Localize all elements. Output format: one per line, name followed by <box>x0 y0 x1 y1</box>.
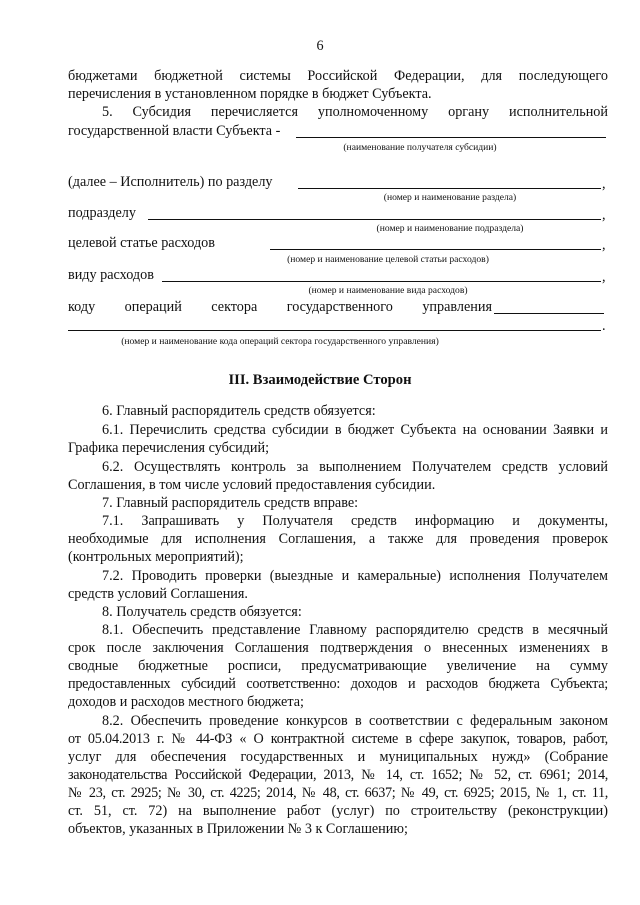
text-line: 7.1. Запрашивать у Получателя средств информацию и документы, <box>102 513 608 529</box>
text-line: бюджетами бюджетной системы Российской Федерации, для последующего <box>68 68 608 84</box>
text-line: от 05.04.2013 г. № 44-ФЗ « О контрактной системе в сфере закупок, товаров, работ, <box>68 731 608 747</box>
text-line: законодательства Российской Федерации, 2013, № 14, ст. 1652; № 52, ст. 6961; 2014, <box>68 767 608 783</box>
comma: , <box>602 207 606 223</box>
fill-in-line-target <box>270 249 601 250</box>
text-line: 6. Главный распорядитель средств обязуется: <box>102 403 376 419</box>
fill-in-line-code <box>494 313 604 314</box>
text-line: № 23, ст. 2925; № 30, ст. 4225; 2014, № 48, ст. 6637; № 49, ст. 6925; 2015, № 1, ст. 11, <box>68 785 608 801</box>
text-line: 6.1. Перечислить средства субсидии в бюджет Субъекта на основании Заявки и <box>102 422 608 438</box>
text-line: необходимые для исполнения Соглашения, а также для проведения проверок <box>68 531 608 547</box>
label-target: целевой статье расходов <box>68 235 215 251</box>
text-line: Соглашения, в том числе условий предоставления субсидии. <box>68 477 436 493</box>
text-line: перечисления в установленном порядке в бюджет Субъекта. <box>68 86 432 102</box>
label-section: (далее – Исполнитель) по разделу <box>68 174 273 190</box>
label-subsection: подразделу <box>68 205 136 221</box>
text-line: 7.2. Проводить проверки (выездные и камеральные) исполнения Получателем <box>102 568 608 584</box>
caption-section: (номер и наименование раздела) <box>383 192 517 203</box>
text-line: 5. Субсидия перечисляется уполномоченному органу исполнительной <box>102 104 608 120</box>
period: . <box>602 318 606 334</box>
text-line: срок после заключения Соглашения подтверждения о внесенных изменениях в <box>68 640 608 656</box>
caption-target: (номер и наименование целевой статьи расходов) <box>287 254 489 265</box>
comma: , <box>602 269 606 285</box>
comma: , <box>602 237 606 253</box>
text-line: предоставленных субсидий соответственно: доходов и расходов бюджета Субъекта; <box>68 676 608 692</box>
text-line: ст. 51, ст. 72) на выполнение работ (услуг) по строительству (реконструкции) <box>68 803 608 819</box>
fill-in-line-kind <box>162 281 601 282</box>
page-number: 6 <box>316 38 324 54</box>
caption-kind: (номер и наименование вида расходов) <box>308 285 468 296</box>
text-line: 8.2. Обеспечить проведение конкурсов в соответствии с федеральным законом <box>102 713 608 729</box>
text-line: доходов и расходов местного бюджета; <box>68 694 304 710</box>
fill-in-line-section <box>298 188 601 189</box>
text-line: 8.1. Обеспечить представление Главному распорядителю средств в месячный <box>102 622 608 638</box>
fill-in-line-code-2 <box>68 330 601 331</box>
text-line: Графика перечисления субсидий; <box>68 440 270 456</box>
text-line: услуг для обеспечения государственных и муниципальных нужд» (Собрание <box>68 749 608 765</box>
caption-recipient: (наименование получателя субсидии) <box>343 142 497 153</box>
text-line: государственной власти Субъекта - <box>68 123 281 139</box>
text-line: объектов, указанных в Приложении № 3 к Соглашению; <box>68 821 408 837</box>
label-kind: виду расходов <box>68 267 154 283</box>
fill-in-line-recipient <box>296 137 606 138</box>
text-line: (контрольных мероприятий); <box>68 549 244 565</box>
text-line: сводные бюджетные росписи, предусматривающие увеличение на сумму <box>68 658 608 674</box>
text-line: средств условий Соглашения. <box>68 586 248 602</box>
text-line: 7. Главный распорядитель средств вправе: <box>102 495 359 511</box>
label-code: коду операций сектора государственного управления <box>68 299 492 315</box>
caption-code: (номер и наименование кода операций сектора государственного управления) <box>121 336 439 347</box>
fill-in-line-subsection <box>148 219 601 220</box>
text-line: 8. Получатель средств обязуется: <box>102 604 302 620</box>
comma: , <box>602 176 606 192</box>
text-line: 6.2. Осуществлять контроль за выполнением Получателем средств условий <box>102 459 608 475</box>
section-title: III. Взаимодействие Сторон <box>228 372 412 388</box>
caption-subsection: (номер и наименование подраздела) <box>376 223 524 234</box>
